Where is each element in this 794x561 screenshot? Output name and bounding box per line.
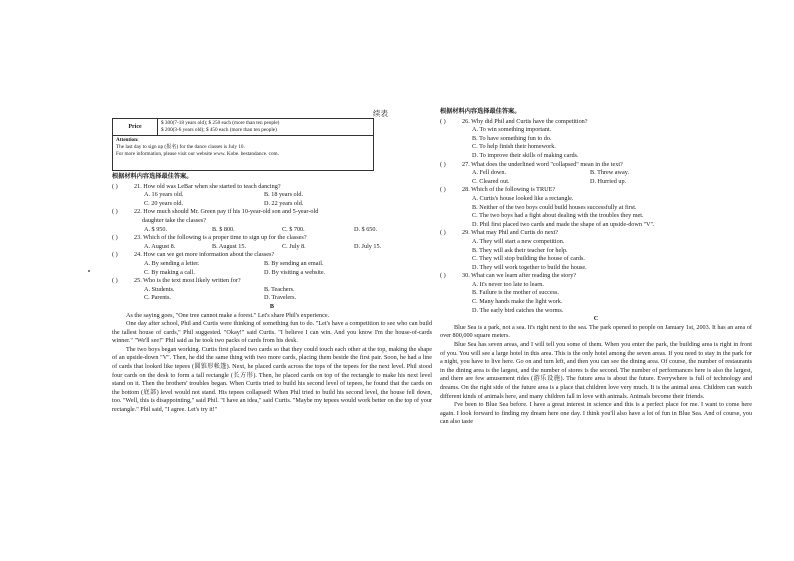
option-b: B. Neither of the two boys could build houses successfully at first. xyxy=(472,203,637,211)
options-row xyxy=(112,260,432,269)
passage-c-paragraph-2: Blue Sea has seven areas, and I will tell you some of them. When you enter the park, the building area is right in front of you. You will see a large hotel in this area. This is the only hotel among the seven areas. If you need to stay in the park for a night, you have to live here. Go on and turn left, and then you can see the dining area. Of course, the number of restaurants in the dining area is the largest, and the number of stores is the second. The number of performances here is also the largest, and there are few amusement rides (游乐设施). The future area is about the future. Everywhere is full of technology and dreams. On the right side of the future area is a place that children love very much. It is the animal area. Children can watch different kinds of animals here, and many children fall in love with animals. Animals become their friends. xyxy=(440,341,752,400)
option-a: A. Curtis's house looked like a rectangle. xyxy=(472,194,574,202)
option-c: C. The two boys had a fight about dealing with the troubles they met. xyxy=(472,212,644,220)
attention-label: Attention: xyxy=(116,137,139,143)
option-b: B. $ 800. xyxy=(212,225,235,233)
option-d: D. July 15. xyxy=(354,242,382,250)
question-25 xyxy=(112,277,432,286)
option-d: D. Phil first placed two cards and made the shape of an upside-down "V". xyxy=(472,220,655,228)
answer-blank[interactable]: ( ) xyxy=(440,160,446,168)
question-stem: 25. Who is the text most likely written for? xyxy=(134,277,241,285)
passage-b-paragraph-1: As the saying goes, "One tree cannot make a forest." Let's share Phil's experience. xyxy=(126,311,330,319)
options-row xyxy=(112,243,432,252)
option-d: D. $ 650. xyxy=(354,225,378,233)
option-d: D. By visiting a website. xyxy=(264,268,326,276)
option-d: D. The early bird catches the worms. xyxy=(472,306,564,314)
section-b-title: B xyxy=(269,302,275,310)
options-row xyxy=(112,294,432,303)
answer-blank[interactable]: ( ) xyxy=(440,272,446,280)
answer-blank[interactable]: ( ) xyxy=(440,186,446,194)
option-c: C. July 8. xyxy=(282,242,306,250)
option-d: D. 22 years old. xyxy=(264,199,304,207)
question-stem: 22. How much should Mr. Green pay if his 10-year-old son and 5-year-old xyxy=(134,208,319,216)
option-d: D. Hurried up. xyxy=(590,177,627,185)
question-stem: 24. How can we get more information about the classes? xyxy=(134,251,275,259)
option-a: A. They will start a new competition. xyxy=(472,237,565,245)
attention-line-1: The last day to sign up (报名) for the dance classes is July 10. xyxy=(116,144,245,150)
price-cell xyxy=(158,119,374,136)
price-line-1: $ 300(7-18 years old); $ 250 each (more than ten people) xyxy=(161,120,280,126)
question-stem: 28. Which of the following is TRUE? xyxy=(462,186,556,194)
price-line-2: $ 200(3-6 years old); $ 450 each (more than ten people) xyxy=(161,127,277,133)
option-c: C. They will stop building the house of cards. xyxy=(472,255,585,263)
option-a: A. Students. xyxy=(144,285,175,293)
answer-blank[interactable]: ( ) xyxy=(440,117,446,125)
question-stem-continued: daughter take the classes? xyxy=(142,216,207,224)
option-c: C. To help finish their homework. xyxy=(472,143,556,151)
question-stem: 30. What can we learn after reading the story? xyxy=(462,272,577,280)
options-row xyxy=(112,286,432,295)
question-stem: 27. What does the underlined word "collapsed" mean in the text? xyxy=(462,160,623,168)
option-b: B. They will ask their teacher for help. xyxy=(472,246,568,254)
question-stem: 29. What may Phil and Curtis do next? xyxy=(462,229,559,237)
attention-line-2: For more information, please visit our website www. Kobe. bestandance. com. xyxy=(116,151,279,157)
section-c-title: C xyxy=(593,315,599,323)
option-a: A. It's never too late to learn. xyxy=(472,280,544,288)
scan-speck xyxy=(88,270,90,272)
option-a: A. 16 years old. xyxy=(144,191,184,199)
option-a: A. To win something important. xyxy=(472,126,552,134)
option-b: B. Failure is the mother of success. xyxy=(472,289,559,297)
option-d: D. Travelers. xyxy=(264,294,297,302)
info-table xyxy=(112,118,374,171)
option-b: B. By sending an email. xyxy=(264,259,324,267)
question-30 xyxy=(440,272,752,281)
option-a: A. $ 950. xyxy=(144,225,168,233)
option-c: C. $ 700. xyxy=(282,225,305,233)
option-c: C. Cleared out. xyxy=(472,177,510,185)
question-stem: 23. Which of the following is a proper time to sign up for the classes? xyxy=(134,234,307,242)
question-29 xyxy=(440,229,752,238)
question-21 xyxy=(112,183,432,192)
option-b: B. 18 years old. xyxy=(264,191,304,199)
question-24 xyxy=(112,251,432,260)
passage-b-paragraph-3: The two boys began working. Curtis first placed two cards so that they could touch each other at the top, making the shape of an upside-down "V". Then, he did the same thing with two more cards, placing them beside the first pair. Soon, he had a line of cards that looked like tepees (圆锥形帐篷). Next, he placed cards across the tops of the tepees for the next level. Phil stood four cards on the desk to form a tall rectangle (长方形). Then, he placed cards on top of the rectangle to make his next level stand on it. Then the brothers' troubles began. When Curtis tried to build his second level of tepees, he found that the cards on the bottom (底部) level would not stand. His tepees collapsed! When Phil tried to build his second level, the house fell down, too. "Well, this is disappointing," said Phil. "I have an idea," said Curtis. "Maybe my tepees would work better on the top of your rectangle." Phil said, "I agree. Let's try it!" xyxy=(112,345,432,414)
option-c: C. 20 years old. xyxy=(144,199,184,207)
passage-c-paragraph-1: Blue Sea is a park, not a sea. It's right next to the sea. The park opened to people on January 1st, 2003. It has an area of over 800,000 square meters. xyxy=(440,323,752,340)
option-a: A. August 8. xyxy=(144,242,176,250)
continued-label: 续表 xyxy=(373,109,388,118)
price-label: Price xyxy=(113,119,158,136)
left-column xyxy=(112,108,432,415)
passage-c-paragraph-3: I've been to Blue Sea before. I have a great interest in science and this is a perfect place for me. I want to come here again. I look forward to finding my dream here one day. I think you'll also have a lot of fun in Blue Sea. And of course, you can also taste xyxy=(440,401,752,426)
question-23 xyxy=(112,234,432,243)
options-row xyxy=(440,169,752,178)
answer-blank[interactable]: ( ) xyxy=(112,234,118,242)
left-heading: 根据材料内容选择最佳答案。 xyxy=(112,173,193,180)
answer-blank[interactable]: ( ) xyxy=(112,251,118,259)
options-row xyxy=(112,191,432,200)
question-26 xyxy=(440,118,752,127)
answer-blank[interactable]: ( ) xyxy=(440,229,446,237)
option-a: A. By sending a letter. xyxy=(144,259,200,267)
option-c: C. Many hands make the light work. xyxy=(472,298,563,306)
option-b: B. Teachers. xyxy=(264,285,295,293)
options-row xyxy=(440,178,752,187)
passage-b-paragraph-2: One day after school, Phil and Curtis were thinking of something fun to do. "Let's have a competition to see who can build the tallest house of cards," Phil suggested. "Okay!" said Curtis. "I believe I can win. And you know I'm the house-of-cards winner." "We'll see!" Phil said as he took two packs of cards from his desk. xyxy=(112,320,432,345)
right-heading: 根据材料内容选择最佳答案。 xyxy=(440,108,521,115)
option-b: B. August 15. xyxy=(212,242,247,250)
option-d: D. They will work together to build the house. xyxy=(472,263,587,271)
answer-blank[interactable]: ( ) xyxy=(112,277,118,285)
option-b: B. Threw away. xyxy=(590,169,630,177)
question-22 xyxy=(112,208,432,217)
attention-cell xyxy=(113,136,374,171)
option-b: B. To have something fun to do. xyxy=(472,134,552,142)
option-c: C. By making a call. xyxy=(144,268,195,276)
question-28 xyxy=(440,186,752,195)
option-a: A. Fell down. xyxy=(472,169,507,177)
options-row xyxy=(112,226,432,235)
question-stem: 21. How old was LeBar when she started to teach dancing? xyxy=(134,182,281,190)
answer-blank[interactable]: ( ) xyxy=(112,208,118,216)
options-row xyxy=(112,200,432,209)
options-row xyxy=(112,269,432,278)
option-d: D. To improve their skills of making cards. xyxy=(472,151,579,159)
question-stem: 26. Why did Phil and Curtis have the competition? xyxy=(462,117,588,125)
answer-blank[interactable]: ( ) xyxy=(112,182,118,190)
option-c: C. Parents. xyxy=(144,294,171,302)
right-column xyxy=(440,108,752,427)
question-27 xyxy=(440,161,752,170)
